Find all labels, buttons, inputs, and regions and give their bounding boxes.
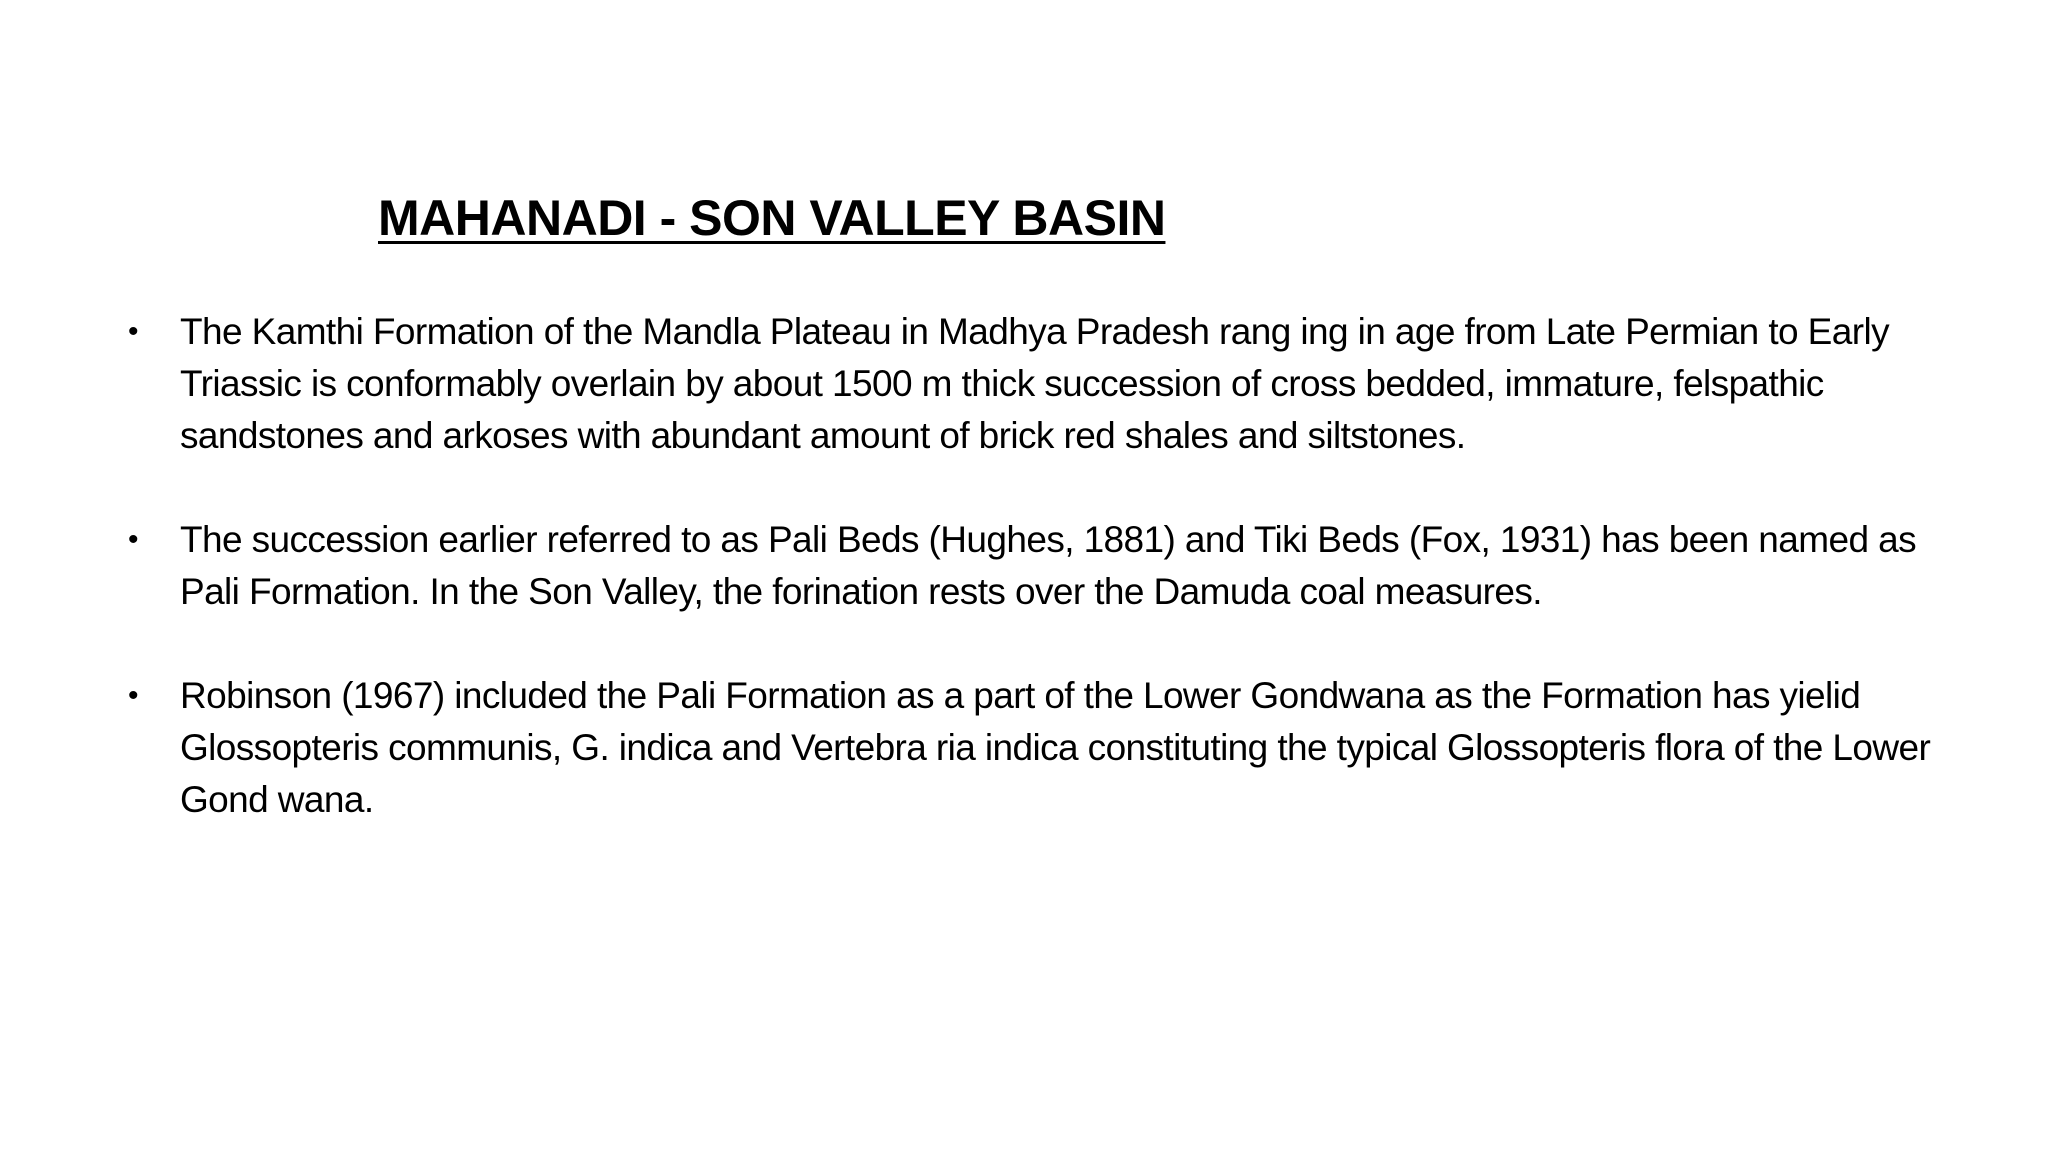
bullet-item-kamthi-formation [128,306,1948,462]
bullet-item-pali-beds [128,514,1948,618]
bullet-point-icon: • [128,523,138,556]
bullet-text: The succession earlier referred to as Pali Beds (Hughes, 1881) and Tiki Beds (Fox, 1931) has been named as Pali Formation. In the Son Valley, the forination rests over the Damuda coal measures. [180,519,1916,612]
bullet-point-icon: • [128,679,138,712]
bullet-item-robinson [128,670,1948,826]
slide-title: MAHANADI - SON VALLEY BASIN [378,190,1166,246]
bullet-text: The Kamthi Formation of the Mandla Plateau in Madhya Pradesh rang ing in age from Late Permian to Early Triassic is conformably overlain by about 1500 m thick succession of cross bedded, immature, felspathic sandstones and arkoses with abundant amount of brick red shales and siltstones. [180,311,1889,456]
bullet-list [128,306,1948,826]
bullet-text: Robinson (1967) included the Pali Formation as a part of the Lower Gondwana as the Formation has yielid Glossopteris communis, G. indica and Vertebra ria indica constituting the typical Glossopteris flora of the Lower Gond wana. [180,675,1931,820]
bullet-point-icon: • [128,315,138,348]
